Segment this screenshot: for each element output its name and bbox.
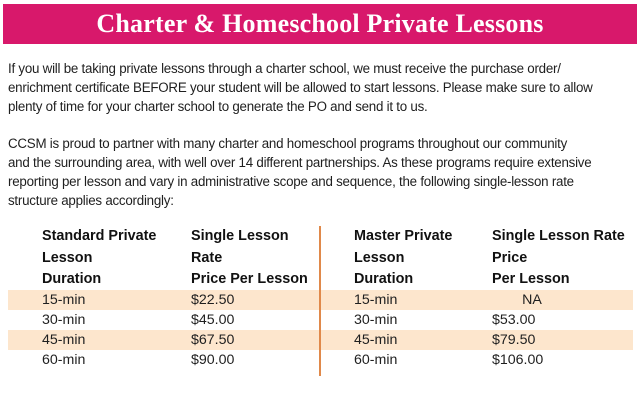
column-divider (319, 226, 321, 376)
paragraph-line: reporting per lesson and vary in administrative scope and sequence, the following single-lesson rate (8, 174, 574, 190)
header-standard-duration: Standard Private Lesson Duration (42, 228, 157, 287)
partnership-paragraph (8, 135, 633, 211)
standard-duration-cell: 45-min (42, 332, 86, 348)
standard-price-cell: $90.00 (191, 352, 235, 368)
standard-duration-cell: 60-min (42, 352, 86, 368)
paragraph-line: plenty of time for your charter school to generate the PO and send it to us. (8, 99, 428, 115)
master-duration-cell: 45-min (354, 332, 398, 348)
paragraph-line: structure applies accordingly: (8, 193, 174, 209)
header-master-duration: Master Private Lesson Duration (354, 228, 453, 287)
standard-price-cell: $22.50 (191, 292, 235, 308)
paragraph-line: CCSM is proud to partner with many charter and homeschool programs throughout our community (8, 136, 568, 152)
standard-price-cell: $67.50 (191, 332, 235, 348)
header-master-price: Single Lesson Rate Price Per Lesson (492, 228, 625, 287)
master-price-cell: $79.50 (492, 332, 536, 348)
master-duration-cell: 30-min (354, 312, 398, 328)
header-standard-price: Single Lesson Rate Price Per Lesson (191, 228, 308, 287)
paragraph-line: If you will be taking private lessons through a charter school, we must receive the purchase order/ (8, 61, 561, 77)
paragraph-line: enrichment certificate BEFORE your student will be allowed to start lessons. Please make sure to allow (8, 80, 593, 96)
standard-price-cell: $45.00 (191, 312, 235, 328)
standard-duration-cell: 15-min (42, 292, 86, 308)
page-title-banner (3, 4, 637, 44)
paragraph-line: and the surrounding area, with well over 14 different partnerships. As these programs require extensive (8, 155, 592, 171)
master-price-cell: $106.00 (492, 352, 544, 368)
purchase-order-paragraph (8, 60, 633, 117)
master-duration-cell: 15-min (354, 292, 398, 308)
lesson-rates-table (8, 226, 633, 376)
standard-duration-cell: 30-min (42, 312, 86, 328)
master-duration-cell: 60-min (354, 352, 398, 368)
master-price-cell: NA (522, 292, 542, 308)
master-price-cell: $53.00 (492, 312, 536, 328)
page-title: Charter & Homeschool Private Lessons (96, 9, 544, 38)
